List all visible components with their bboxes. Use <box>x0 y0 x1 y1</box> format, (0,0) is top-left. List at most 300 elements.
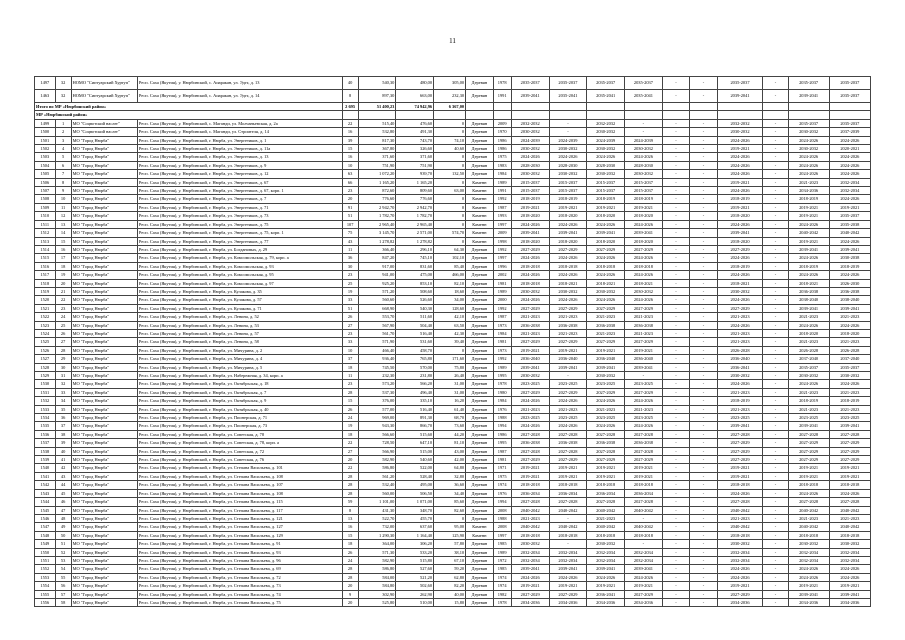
table-cell: 502,60 <box>396 582 434 590</box>
table-cell: 2028-2030 <box>549 161 587 169</box>
table-cell: 22 <box>342 119 358 127</box>
table-cell: 1974 <box>493 573 511 581</box>
table-cell: 2038-2040 <box>788 296 829 304</box>
table-cell: 1521 <box>35 304 56 312</box>
table-cell: 171,60 <box>434 355 466 363</box>
table-cell: 2024-2026 <box>788 489 829 497</box>
table-cell: 107 <box>342 220 358 228</box>
summary-row <box>35 103 871 111</box>
table-cell: - <box>763 523 788 531</box>
table-cell: 2027-2029 <box>625 245 663 253</box>
table-cell: 2019-2021 <box>587 582 625 590</box>
table-cell: 2023-2025 <box>625 380 663 388</box>
table-cell: 15 <box>342 531 358 539</box>
table-cell: - <box>690 355 717 363</box>
table-cell: - <box>662 321 689 329</box>
table-cell: 2024-2039 <box>511 136 549 144</box>
table-cell: 1499 <box>35 119 56 127</box>
table-cell: Респ. Саха (Якутия), у. Нюрбинский, г. Нюрба, ул. Пионерская, д. 73 <box>137 422 342 430</box>
table-cell: 2026-2030 <box>829 279 870 287</box>
table-cell: 51 <box>342 304 358 312</box>
table-cell: 67,10 <box>434 556 466 564</box>
table-cell: НОМО "Сиптуарский Хуртуп" <box>71 90 137 103</box>
table-cell: 1522 <box>35 313 56 321</box>
table-cell: 2021-2023 <box>788 514 829 522</box>
table-cell <box>493 103 511 111</box>
table-cell: МО "Город Нюрба" <box>71 397 137 405</box>
table-cell: 2027-2028 <box>549 447 587 455</box>
table-cell: 2037-2040 <box>788 355 829 363</box>
table-cell: 571,90 <box>358 338 396 346</box>
table-cell: Каменн <box>466 212 493 220</box>
table-cell: - <box>690 153 717 161</box>
table-cell: 2039-2041 <box>788 304 829 312</box>
table-cell <box>587 111 625 119</box>
table-cell: 2021-2023 <box>511 313 549 321</box>
table-cell: Респ. Саха (Якутия), у. Нюрбинский, г. Нюрба, ул. Советская, д. 78, корп. а <box>137 439 342 447</box>
table-cell: Деревян <box>466 506 493 514</box>
table-row <box>35 372 871 380</box>
table-cell: 647,10 <box>396 439 434 447</box>
table-cell: 506,50 <box>396 489 434 497</box>
table-cell: - <box>662 136 689 144</box>
table-cell: 1503 <box>35 153 56 161</box>
table-cell: - <box>690 430 717 438</box>
table-cell: 2027-2029 <box>829 456 870 464</box>
table-cell: Респ. Саха (Якутия), у. Нюрбинский, г. Нюрба, ул. Энергетиков, д. 75, корп. 1 <box>137 229 342 237</box>
table-cell: Респ. Саха (Якутия), у. Нюрбинский, г. Нюрба, ул. Энергетиков, д. 7 <box>137 195 342 203</box>
table-cell: 2019-2021 <box>511 346 549 354</box>
table-cell: Каменн <box>466 187 493 195</box>
table-cell: 2030-2038 <box>829 254 870 262</box>
table-cell: 1532 <box>35 397 56 405</box>
table-cell: - <box>662 565 689 573</box>
table-cell: Деревян <box>466 481 493 489</box>
table-cell: - <box>625 514 663 522</box>
table-cell: 34,40 <box>434 489 466 497</box>
table-cell: 2024-2026 <box>788 161 829 169</box>
table-cell: 2030-2032 <box>587 145 625 153</box>
table-row <box>35 498 871 506</box>
table-cell: МО "Город Нюрба" <box>71 481 137 489</box>
table-cell: 2021-2023 <box>829 514 870 522</box>
table-cell: 2015-2037 <box>511 187 549 195</box>
table-cell: 57,80 <box>434 540 466 548</box>
table-row <box>35 388 871 396</box>
table-cell: - <box>763 220 788 228</box>
table-cell: 34 <box>55 397 71 405</box>
table-cell: 2024-2026 <box>829 237 870 245</box>
table-cell: - <box>662 506 689 514</box>
table-cell: 42,10 <box>434 313 466 321</box>
table-cell: 1989 <box>493 178 511 186</box>
table-cell: МО "Город Нюрба" <box>71 489 137 497</box>
table-cell <box>763 111 788 119</box>
table-row <box>35 489 871 497</box>
table-cell: 1992 <box>493 195 511 203</box>
table-cell: Деревян <box>466 90 493 103</box>
table-row <box>35 119 871 127</box>
table-cell: МО "Город Нюрба" <box>71 523 137 531</box>
table-cell: МО "Город Нюрба" <box>71 136 137 144</box>
table-cell: 2018-2020 <box>717 237 763 245</box>
table-row <box>35 90 871 103</box>
table-cell: 2 942,70 <box>396 203 434 211</box>
table-cell: 1504 <box>35 161 56 169</box>
table-cell: - <box>763 90 788 103</box>
table-cell: 2039-2041 <box>625 363 663 371</box>
table-cell: 21 <box>55 287 71 295</box>
table-cell: 1989 <box>493 363 511 371</box>
table-cell: МО "Город Нюрба" <box>71 237 137 245</box>
table-cell: МО "Город Нюрба" <box>71 506 137 514</box>
table-cell: 2021-2023 <box>829 388 870 396</box>
table-cell: 2019-2021 <box>717 203 763 211</box>
table-cell: 2024-2026 <box>511 271 549 279</box>
table-row <box>35 279 871 287</box>
table-cell: 2032-2032 <box>717 119 763 127</box>
table-cell: 2024-2026 <box>788 321 829 329</box>
table-cell: 1513 <box>35 237 56 245</box>
table-cell: - <box>690 203 717 211</box>
table-cell: 528,40 <box>396 472 434 480</box>
table-cell: - <box>763 540 788 548</box>
table-cell: - <box>662 271 689 279</box>
table-cell: 521,20 <box>396 573 434 581</box>
table-cell: Респ. Саха (Якутия), у. Нюрбинский, г. Нюрба, ул. Степана Васильева, д. 93 <box>137 548 342 556</box>
table-cell: 14 <box>55 229 71 237</box>
table-cell: 61,40 <box>434 405 466 413</box>
table-cell: 305,00 <box>434 77 466 90</box>
table-cell: МО "Город Нюрба" <box>71 498 137 506</box>
table-row <box>35 237 871 245</box>
table-cell: - <box>763 203 788 211</box>
table-cell: - <box>763 372 788 380</box>
table-cell <box>511 103 549 111</box>
table-cell: 553,70 <box>358 313 396 321</box>
table-cell <box>625 103 663 111</box>
table-cell: - <box>690 464 717 472</box>
table-cell: Респ. Саха (Якутия), у. Нюрбинский, г. Нюрба, ул. Степана Васильева, д. 73 <box>137 582 342 590</box>
table-cell: МО "Город Нюрба" <box>71 422 137 430</box>
table-cell: Респ. Саха (Якутия), у. Нюрбинский, г. Нюрба, ул. Октябрьская, д. 18 <box>137 380 342 388</box>
table-cell: 42,00 <box>434 456 466 464</box>
table-cell: 1976 <box>493 405 511 413</box>
table-cell: 55 <box>55 573 71 581</box>
table-cell: 1511 <box>35 220 56 228</box>
table-cell: 2027-2029 <box>829 447 870 455</box>
table-cell: 2036-2034 <box>549 489 587 497</box>
table-cell: 2024-2026 <box>587 422 625 430</box>
table-cell: 2024-2026 <box>829 153 870 161</box>
table-cell: - <box>662 523 689 531</box>
table-cell: 2040-2042 <box>788 229 829 237</box>
table-row <box>35 506 871 514</box>
table-cell: МО "Город Нюрба" <box>71 388 137 396</box>
table-cell: 2024-2026 <box>788 380 829 388</box>
table-cell: Деревян <box>466 304 493 312</box>
table-cell: - <box>763 464 788 472</box>
table-cell: 2027-2029 <box>788 439 829 447</box>
table-cell: - <box>662 77 689 90</box>
table-cell: 522,70 <box>358 514 396 522</box>
table-cell: 9 <box>55 187 71 195</box>
table-cell: - <box>690 119 717 127</box>
table-cell: - <box>662 237 689 245</box>
table-cell: Деревян <box>466 582 493 590</box>
table-cell: - <box>690 363 717 371</box>
table-cell: 1987 <box>493 447 511 455</box>
table-cell: МО "Город Нюрба" <box>71 279 137 287</box>
table-cell: 2040-2042 <box>587 506 625 514</box>
table-cell: 37 <box>342 355 358 363</box>
table-cell: 16,20 <box>434 397 466 405</box>
table-cell: 2018-2020 <box>717 212 763 220</box>
table-cell: Каменн <box>466 220 493 228</box>
table-cell: 2024-2026 <box>625 271 663 279</box>
table-cell: Респ. Саха (Якутия), у. Нюрбинский, г. Нюрба, ул. Степана Васильева, д. 129 <box>137 531 342 539</box>
table-cell: Деревян <box>466 540 493 548</box>
table-cell: - <box>662 388 689 396</box>
table-cell <box>763 103 788 111</box>
table-row <box>35 456 871 464</box>
table-cell: 2019-2021 <box>829 203 870 211</box>
table-cell: Респ. Саха (Якутия), у. Нюрбинский, с. Маганди, ул. Молчаньевская, д. 2а <box>137 119 342 127</box>
table-cell: 0 <box>434 514 466 522</box>
table-row <box>35 161 871 169</box>
table-cell: 2021-2023 <box>549 405 587 413</box>
table-cell: 2024-2026 <box>549 271 587 279</box>
table-cell: Респ. Саха (Якутия), у. Нюрбинский, г. Нюрба, ул. Энергетиков, д. 67 <box>137 178 342 186</box>
table-cell: 2039-2041 <box>511 565 549 573</box>
table-cell: 2032-2034 <box>829 556 870 564</box>
table-cell: 2035-2037 <box>788 363 829 371</box>
table-cell: 566,60 <box>358 430 396 438</box>
table-cell: 1502 <box>35 145 56 153</box>
table-cell: - <box>763 313 788 321</box>
table-row <box>35 523 871 531</box>
table-cell: - <box>763 447 788 455</box>
table-cell: 751,90 <box>358 161 396 169</box>
table-cell: Деревян <box>466 119 493 127</box>
table-cell: 1 165,20 <box>396 178 434 186</box>
table-cell: 2024-2026 <box>788 271 829 279</box>
table-cell: 6 367,00 <box>434 103 466 111</box>
table-cell: 561,70 <box>358 329 396 337</box>
table-cell: - <box>690 212 717 220</box>
table-cell: - <box>763 514 788 522</box>
table-cell: 2030-2032 <box>717 287 763 295</box>
table-cell: 765,80 <box>396 355 434 363</box>
table-cell: - <box>662 304 689 312</box>
table-cell: 2035-2038 <box>829 220 870 228</box>
table-cell: Деревян <box>466 498 493 506</box>
table-cell: 2030-2032 <box>788 145 829 153</box>
table-cell: 1517 <box>35 271 56 279</box>
table-cell: - <box>690 582 717 590</box>
table-cell: 0 <box>434 195 466 203</box>
table-cell: 32,80 <box>434 472 466 480</box>
table-cell: 2019-2021 <box>788 212 829 220</box>
table-cell: - <box>662 556 689 564</box>
table-cell: 515,00 <box>396 447 434 455</box>
table-row <box>35 203 871 211</box>
table-cell: 2035-2037 <box>625 77 663 90</box>
table-cell: 570,00 <box>396 363 434 371</box>
table-cell: 939,70 <box>396 170 434 178</box>
table-cell: 39 <box>55 439 71 447</box>
table-cell: 1994 <box>493 422 511 430</box>
table-cell: 2024-2026 <box>511 573 549 581</box>
table-cell: 2035-2041 <box>587 90 625 103</box>
table-cell: МО "Город Нюрба" <box>71 195 137 203</box>
table-cell: 2023-2025 <box>788 414 829 422</box>
table-cell: 1973 <box>493 321 511 329</box>
table-cell: 527,60 <box>396 565 434 573</box>
table-cell: Деревян <box>466 245 493 253</box>
table-cell <box>690 103 717 111</box>
table-cell: 1988 <box>493 514 511 522</box>
table-cell: 1987 <box>493 313 511 321</box>
table-cell: Деревян <box>466 598 493 606</box>
table-cell: 2021-2023 <box>587 329 625 337</box>
table-cell: Респ. Саха (Якутия), у. Нюрбинский, г. Нюрба, ул. Комсомольская, д. 79, корп. а <box>137 254 342 262</box>
table-cell <box>829 103 870 111</box>
table-cell: 1992 <box>493 304 511 312</box>
table-cell: 2023-2025 <box>625 414 663 422</box>
table-cell: 15,80 <box>434 598 466 606</box>
table-cell: - <box>690 136 717 144</box>
table-cell: 2036-2034 <box>625 489 663 497</box>
table-row <box>35 77 871 90</box>
table-cell: 1975 <box>493 472 511 480</box>
table-cell: Респ. Саха (Якутия), у. Нюрбинский, г. Нюрба, ул. Ленина, д. 52 <box>137 313 342 321</box>
table-cell: 2018-2019 <box>829 262 870 270</box>
table-cell: 45 <box>55 489 71 497</box>
table-cell: Респ. Саха (Якутия), у. Нюрбинский, г. Нюрба, ул. Степана Васильева, д. 96 <box>137 556 342 564</box>
table-cell: 2018-2018 <box>829 531 870 539</box>
table-cell: 54 <box>55 565 71 573</box>
table-cell: 24 <box>342 414 358 422</box>
table-cell: 2027-2028 <box>625 498 663 506</box>
table-cell: Деревян <box>466 573 493 581</box>
table-cell: 2021-2023 <box>788 338 829 346</box>
table-cell: - <box>763 548 788 556</box>
table-cell: 2018-2020 <box>625 212 663 220</box>
table-cell: 2024-2026 <box>829 195 870 203</box>
table-cell: 2023-2025 <box>549 380 587 388</box>
table-cell: - <box>662 380 689 388</box>
table-cell: 2 695 <box>342 103 358 111</box>
table-cell: 2036-2038 <box>549 321 587 329</box>
table-cell: 2036-2038 <box>587 321 625 329</box>
table-cell: Респ. Саха (Якутия), у. Нюрбинский, г. Нюрба, ул. Октябрьская, д. 9 <box>137 397 342 405</box>
table-cell: - <box>763 430 788 438</box>
table-cell: 2024-2026 <box>625 296 663 304</box>
table-cell: 2027-2029 <box>511 304 549 312</box>
table-cell: 0 <box>434 161 466 169</box>
table-cell: 2040-2042 <box>625 523 663 531</box>
table-cell: - <box>763 170 788 178</box>
table-cell: 40 <box>342 77 358 90</box>
table-cell: 2036-2038 <box>511 321 549 329</box>
table-cell: - <box>690 195 717 203</box>
table-cell: 2039-2041 <box>625 565 663 573</box>
table-cell: 2019-2021 <box>625 472 663 480</box>
table-cell: - <box>549 514 587 522</box>
table-cell: - <box>662 161 689 169</box>
table-cell: 2020-2021 <box>829 145 870 153</box>
table-body <box>35 77 871 607</box>
table-cell: 1 <box>55 119 71 127</box>
table-cell: 2024-2026 <box>549 296 587 304</box>
table-cell: 0 <box>434 346 466 354</box>
table-cell: 232,30 <box>434 90 466 103</box>
table-cell: Деревян <box>466 388 493 396</box>
table-cell: 85,60 <box>434 498 466 506</box>
table-cell: 515,80 <box>396 556 434 564</box>
table-cell: 15 <box>55 237 71 245</box>
table-cell: 1 165,20 <box>358 178 396 186</box>
table-cell: 2024-2026 <box>717 380 763 388</box>
table-cell: Деревян <box>466 590 493 598</box>
table-cell <box>342 111 358 119</box>
table-cell: 33 <box>55 388 71 396</box>
table-row <box>35 212 871 220</box>
table-cell: 567,90 <box>358 321 396 329</box>
table-cell: 2027-2029 <box>511 590 549 598</box>
table-cell: 13 <box>342 514 358 522</box>
table-cell: 64,30 <box>434 245 466 253</box>
table-cell: 2024-2026 <box>549 254 587 262</box>
table-cell <box>625 111 663 119</box>
table-cell: 2024-2026 <box>788 136 829 144</box>
table-cell: 2035-2037 <box>788 119 829 127</box>
table-cell: 2027-2029 <box>717 590 763 598</box>
table-cell: - <box>662 582 689 590</box>
table-cell: 475,00 <box>396 271 434 279</box>
row-label: Итого по МР «Нюрбинский район» <box>35 103 343 111</box>
table-cell: 571,30 <box>358 548 396 556</box>
table-cell: 745,50 <box>358 363 396 371</box>
table-row <box>35 548 871 556</box>
table-cell: 2021-2023 <box>717 388 763 396</box>
table-cell: 22 <box>55 296 71 304</box>
table-cell: - <box>690 245 717 253</box>
table-cell: МО "Город Нюрба" <box>71 153 137 161</box>
table-cell: 2018-2020 <box>788 329 829 337</box>
table-row <box>35 153 871 161</box>
table-row <box>35 422 871 430</box>
table-cell: 2027-2029 <box>511 388 549 396</box>
table-cell: 28 <box>342 388 358 396</box>
table-cell: 10 <box>55 195 71 203</box>
table-cell: 262,90 <box>396 590 434 598</box>
table-cell: 2024-2026 <box>717 187 763 195</box>
table-cell: 43,00 <box>434 447 466 455</box>
table-cell: 25 <box>55 321 71 329</box>
table-cell: 20 <box>342 582 358 590</box>
table-row <box>35 464 871 472</box>
table-cell: Деревян <box>466 430 493 438</box>
table-cell: 20 <box>55 279 71 287</box>
table-cell: Деревян <box>466 262 493 270</box>
table-cell: 2027-2029 <box>829 439 870 447</box>
table-cell: 2009 <box>493 119 511 127</box>
table-cell: 2032-2034 <box>549 556 587 564</box>
table-cell: 2027-2028 <box>829 430 870 438</box>
table-cell: 969,00 <box>358 414 396 422</box>
